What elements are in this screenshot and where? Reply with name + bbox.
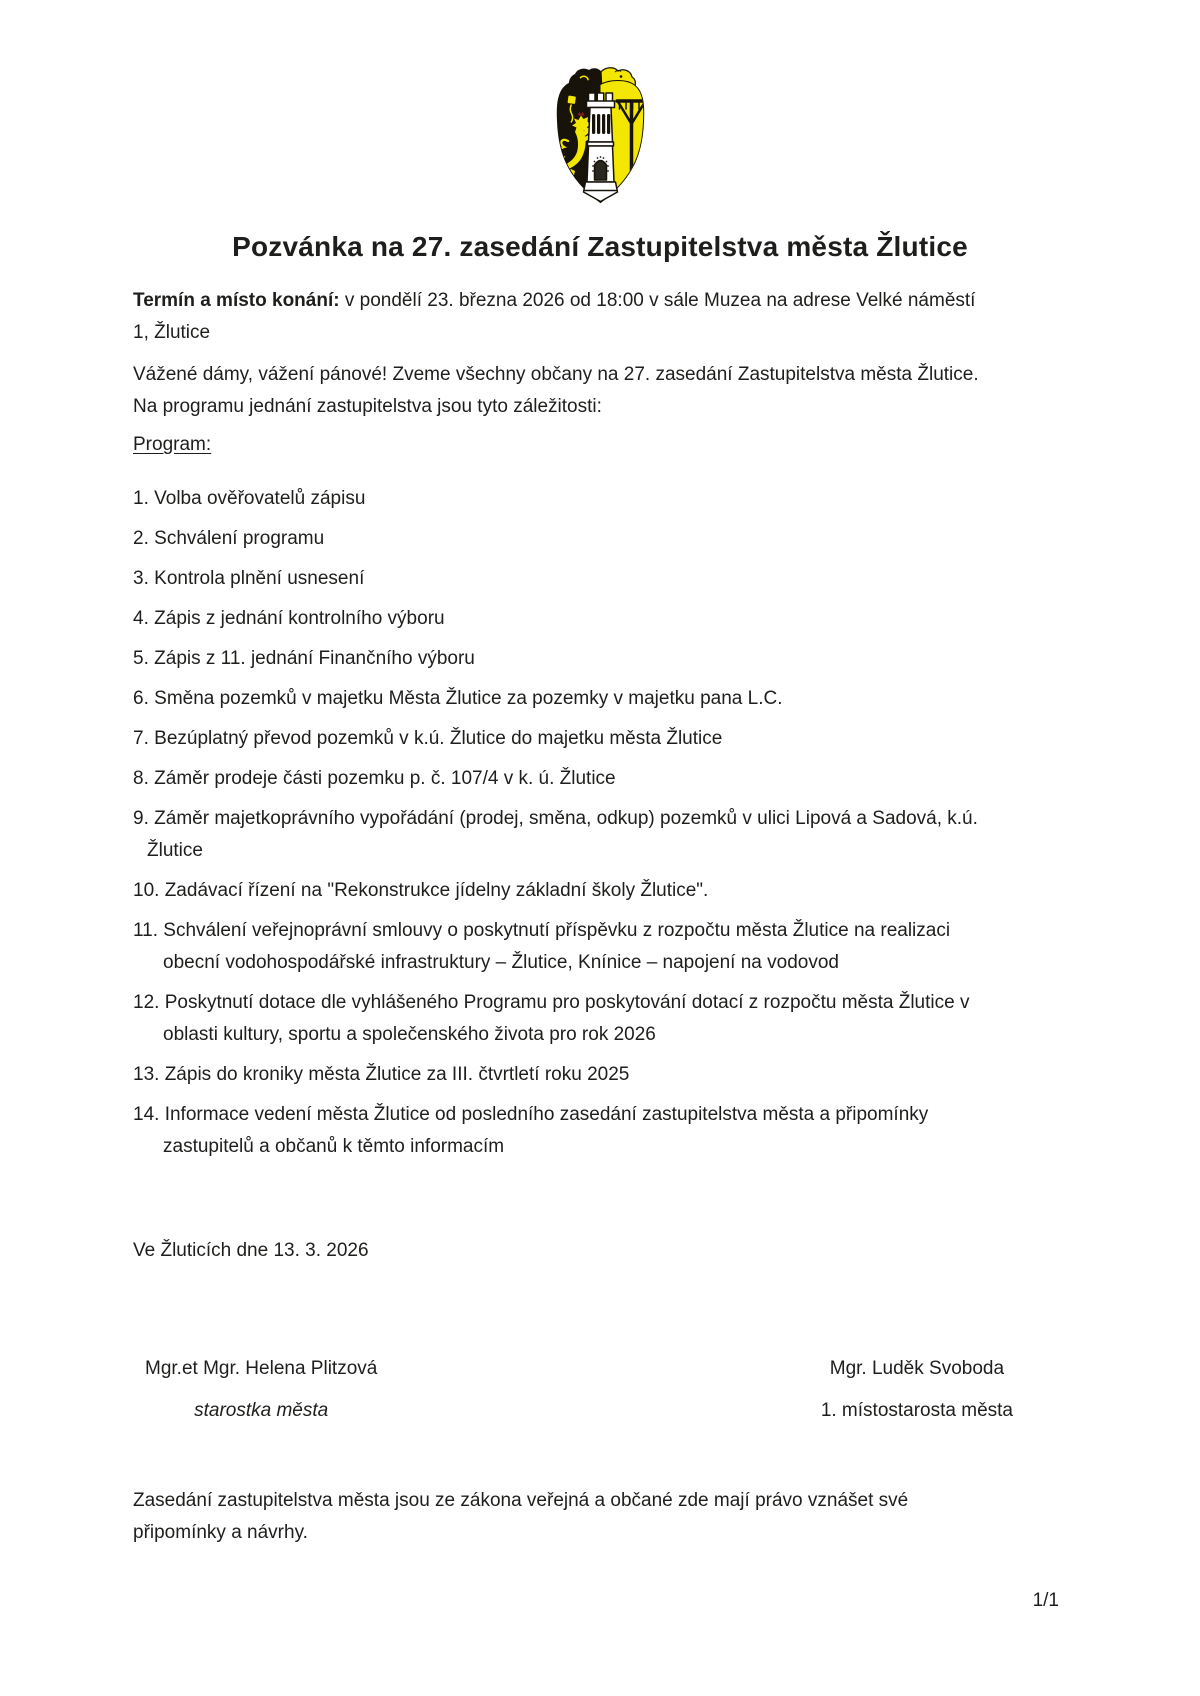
program-item-1: 1. Volba ověřovatelů zápisu xyxy=(133,488,366,509)
date-line: Ve Žluticích dne 13. 3. 2026 xyxy=(133,1240,369,1261)
greeting-line-1: Vážené dámy, vážení pánové! Zveme všechny občany na 27. zasedání Zastupitelstva města Žlutice. xyxy=(133,364,979,385)
program-item-14: 14. Informace vedení města Žlutice od posledního zasedání zastupitelstva města a připomínky zastupitelů a občanů k těmto informacím xyxy=(133,1104,929,1157)
program-list xyxy=(133,483,1067,1163)
term-line-2: 1, Žlutice xyxy=(133,322,211,343)
term-text: v pondělí 23. března 2026 od 18:00 v sále Muzea na adrese Velké náměstí xyxy=(344,290,976,311)
program-item-4: 4. Zápis z jednání kontrolního výboru xyxy=(133,608,445,629)
public-notice: Zasedání zastupitelstva města jsou ze zákona veřejná a občané zde mají právo vznášet své připomínky a návrhy. xyxy=(133,1490,909,1543)
program-item-12: 12. Poskytnutí dotace dle vyhlášeného Programu pro poskytování dotací z rozpočtu města Žlutice v oblasti kultury, sportu a společenského života pro rok 2026 xyxy=(133,992,970,1045)
program-item-5: 5. Zápis z 11. jednání Finančního výboru xyxy=(133,648,475,669)
zlutice-crest-icon xyxy=(538,66,663,216)
program-heading: Program: xyxy=(133,434,212,455)
program-item-13: 13. Zápis do kroniky města Žlutice za III. čtvrtletí roku 2025 xyxy=(133,1064,630,1085)
page-title: Pozvánka na 27. zasedání Zastupitelstva města Žlutice xyxy=(232,231,968,262)
city-coat-of-arms xyxy=(538,66,663,216)
greeting-line-2: Na programu jednání zastupitelstva jsou tyto záležitosti: xyxy=(133,396,602,417)
program-item-9: 9. Záměr majetkoprávního vypořádání (prodej, směna, odkup) pozemků v ulici Lipová a Sadová, k.ú. Žlutice xyxy=(133,808,978,861)
greeting-paragraph xyxy=(133,359,1067,423)
signature-mayor xyxy=(145,1353,377,1427)
program-item-10: 10. Zadávací řízení na "Rekonstrukce jídelny základní školy Žlutice". xyxy=(133,880,709,901)
term-paragraph xyxy=(133,285,1067,349)
deputy-mayor-name: Mgr. Luděk Svoboda xyxy=(829,1358,1005,1379)
program-item-3: 3. Kontrola plnění usnesení xyxy=(133,568,365,589)
deputy-mayor-role: 1. místostarosta města xyxy=(820,1400,1013,1421)
program-item-8: 8. Záměr prodeje části pozemku p. č. 107/4 v k. ú. Žlutice xyxy=(133,768,616,789)
signature-row xyxy=(133,1353,1067,1427)
mayor-name: Mgr.et Mgr. Helena Plitzová xyxy=(145,1358,378,1379)
program-item-11: 11. Schválení veřejnoprávní smlouvy o poskytnutí příspěvku z rozpočtu města Žlutice na realizaci obecní vodohospodářské infrastruktury – Žlutice, Knínice – napojení na vodovod xyxy=(133,920,951,973)
term-label: Termín a místo konání: xyxy=(133,290,340,311)
term-line-1 xyxy=(133,285,1067,317)
program-item-2: 2. Schválení programu xyxy=(133,528,325,549)
page-number: 1/1 xyxy=(1032,1590,1059,1611)
mayor-role: starostka města xyxy=(194,1400,329,1421)
signature-deputy-mayor xyxy=(821,1353,1013,1427)
program-item-7: 7. Bezúplatný převod pozemků v k.ú. Žlutice do majetku města Žlutice xyxy=(133,728,723,749)
program-item-6: 6. Směna pozemků v majetku Města Žlutice za pozemky v majetku pana L.C. xyxy=(133,688,783,709)
